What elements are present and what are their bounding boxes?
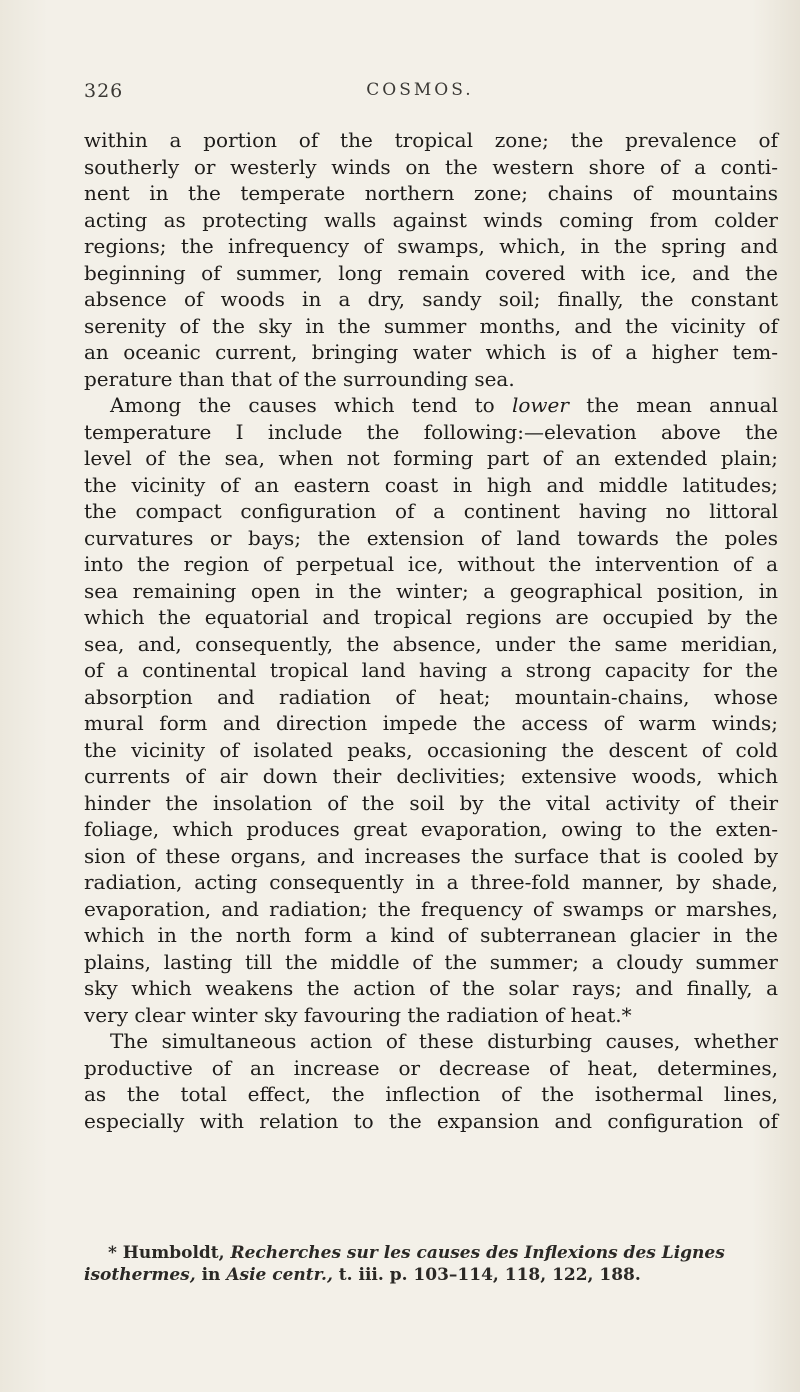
page-number: 326 (84, 80, 124, 102)
text-line: southerly or westerly winds on the western shore of a conti- (84, 154, 778, 179)
text-run: the mean annual (568, 393, 778, 417)
footnote-citation: t. iii. p. 103–114, 118, 122, 188. (332, 1265, 641, 1285)
text-line: evaporation, and radiation; the frequency of swamps or marshes, (84, 896, 778, 921)
text-line: acting as protecting walls against winds coming from colder (84, 207, 778, 232)
text-line (84, 392, 778, 419)
text-line: level of the sea, when not forming part of an extended plain; (84, 446, 778, 470)
body-text (84, 127, 778, 1134)
text-line: serenity of the sky in the summer months, and the vicinity of (84, 313, 778, 338)
text-line: into the region of perpetual ice, without the intervention of a (84, 552, 778, 576)
text-line: which the equatorial and tropical regions are occupied by the (84, 605, 778, 629)
text-line: regions; the infrequency of swamps, which, in the spring and (84, 234, 778, 258)
text-line: hinder the insolation of the soil by the vital activity of their (84, 790, 778, 815)
emphasis: lower (511, 393, 569, 417)
text-line: the compact configuration of a continent having no littoral (84, 499, 778, 523)
text-line: within a portion of the tropical zone; the prevalence of (84, 128, 778, 152)
footnote-marker: * Humboldt, (108, 1243, 231, 1263)
paragraph-3 (84, 1028, 778, 1134)
text-line: mural form and direction impede the access of warm winds; (84, 711, 778, 735)
text-line: foliage, which produces great evaporation, owing to the exten- (84, 817, 778, 841)
footnote-line (84, 1264, 778, 1286)
text-line: beginning of summer, long remain covered with ice, and the (84, 260, 778, 285)
text-line: as the total effect, the inflection of the isothermal lines, (84, 1082, 778, 1106)
paragraph-1 (84, 127, 778, 392)
text-line: curvatures or bays; the extension of land towards the poles (84, 525, 778, 550)
footnote-work: Asie centr., (226, 1265, 333, 1285)
text-run: Among the causes which tend to (110, 393, 512, 417)
text-line: very clear winter sky favouring the radiation of heat.* (84, 1002, 632, 1027)
text-line: especially with relation to the expansion and configuration of (84, 1108, 778, 1133)
text-line: plains, lasting till the middle of the summer; a cloudy summer (84, 949, 778, 974)
footnote-title-cont: isothermes, (84, 1265, 196, 1285)
footnote-title: Recherches sur les causes des Inflexions des Lignes (230, 1243, 725, 1263)
page-header (84, 80, 756, 116)
text-line: The simultaneous action of these disturbing causes, whether (110, 1029, 778, 1053)
footnote-in: in (195, 1265, 227, 1285)
text-line: sky which weakens the action of the solar rays; and finally, a (84, 976, 778, 1000)
text-line: absence of woods in a dry, sandy soil; finally, the constant (84, 287, 778, 311)
text-line: absorption and radiation of heat; mountain-chains, whose (84, 684, 778, 709)
text-line: perature than that of the surrounding sea. (84, 366, 515, 391)
text-line: sea, and, consequently, the absence, under the same meridian, (84, 631, 778, 656)
text-line: radiation, acting consequently in a three-fold manner, by shade, (84, 870, 778, 894)
text-line: temperature I include the following:—elevation above the (84, 419, 778, 444)
text-line: the vicinity of isolated peaks, occasioning the descent of cold (84, 737, 778, 762)
footnote (84, 1242, 778, 1286)
text-line: an oceanic current, bringing water which is of a higher tem- (84, 340, 778, 364)
text-line: which in the north form a kind of subterranean glacier in the (84, 923, 778, 947)
text-line: productive of an increase or decrease of heat, determines, (84, 1055, 778, 1080)
text-line: the vicinity of an eastern coast in high and middle latitudes; (84, 472, 778, 497)
text-line: currents of air down their declivities; extensive woods, which (84, 764, 778, 788)
text-line: of a continental tropical land having a strong capacity for the (84, 658, 778, 682)
text-line: sea remaining open in the winter; a geographical position, in (84, 578, 778, 603)
text-line: sion of these organs, and increases the surface that is cooled by (84, 843, 778, 868)
running-title: COSMOS. (366, 80, 474, 100)
footnote-line (84, 1242, 778, 1264)
text-line: nent in the temperate northern zone; chains of mountains (84, 181, 778, 205)
paragraph-2 (84, 392, 778, 1028)
